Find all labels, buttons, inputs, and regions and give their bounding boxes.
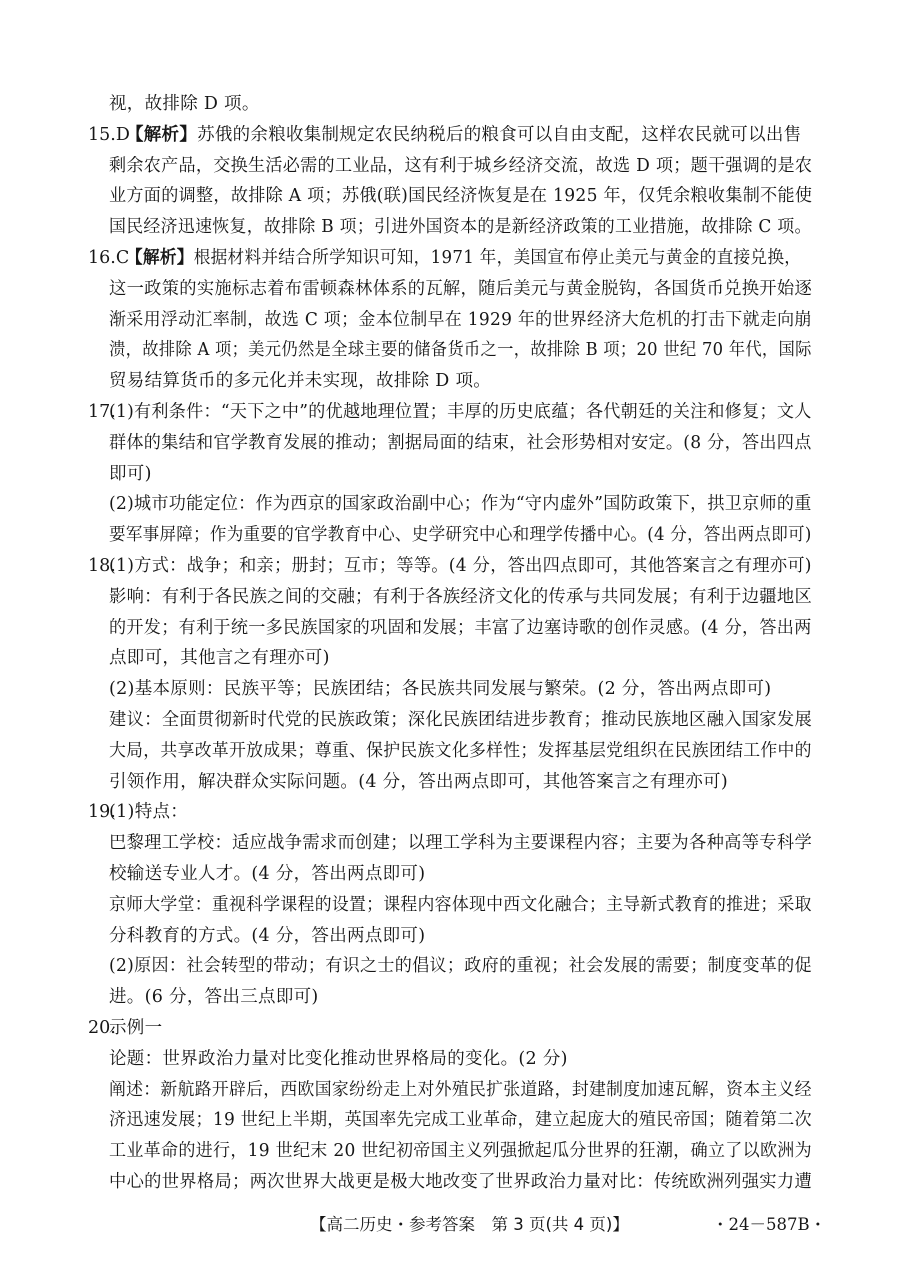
text-line: 贸易结算货币的多元化并未实现，故排除 D 项。 bbox=[109, 371, 492, 392]
text-line: 论题：世界政治力量对比变化推动世界格局的变化。(2 分) bbox=[109, 1048, 568, 1069]
question-number: 16.C bbox=[88, 248, 130, 268]
text-line: 建议：全面贯彻新时代党的民族政策；深化民族团结进步教育；推动民族地区融入国家发展 bbox=[109, 710, 813, 730]
text-line: 点即可，其他言之有理亦可) bbox=[109, 648, 330, 669]
text-line: (1)有利条件：“天下之中”的优越地理位置；丰厚的历史底蕴；各代朝廷的关注和修复；文人 bbox=[109, 402, 812, 422]
question-number: 17. bbox=[88, 402, 116, 422]
text-line: 国民经济迅速恢复，故排除 B 项；引进外国资本的是新经济政策的工业措施，故排除 C 项。 bbox=[109, 217, 812, 238]
text-line: 京师大学堂：重视科学课程的设置；课程内容体现中西文化融合；主导新式教育的推进；采取 bbox=[109, 894, 812, 915]
text-line: 进。(6 分，答出三点即可) bbox=[109, 987, 319, 1008]
text-line: (2)原因：社会转型的带动；有识之士的倡议；政府的重视；社会发展的需要；制度变革的促 bbox=[109, 956, 812, 977]
text-line: (2)基本原则：民族平等；民族团结；各民族共同发展与繁荣。(2 分，答出两点即可) bbox=[109, 679, 772, 700]
text-line: 溃，故排除 A 项；美元仍然是全球主要的储备货币之一，故排除 B 项；20 世纪 70 年代，国际 bbox=[109, 340, 812, 361]
text-line: 影响：有利于各民族之间的交融；有利于各族经济文化的传承与共同发展；有利于边疆地区 bbox=[109, 586, 813, 607]
text-line: 阐述：新航路开辟后，西欧国家纷纷走上对外殖民扩张道路，封建制度加速瓦解，资本主义经 bbox=[109, 1079, 812, 1100]
text-line: (1)特点： bbox=[109, 802, 189, 823]
text-line: 引领作用，解决群众实际问题。(4 分，答出两点即可，其他答案言之有理亦可) bbox=[109, 771, 728, 792]
text-line: 群体的集结和官学教育发展的推动；割据局面的结束，社会形势相对安定。(8 分，答出四点 bbox=[109, 432, 812, 453]
text-line: 示例一 bbox=[109, 1018, 163, 1038]
page-footer bbox=[0, 1213, 900, 1241]
footer-title: 【高二历史・参考答案 第 3 页(共 4 页)】 bbox=[310, 1215, 629, 1234]
footer-code: ・24－587B・ bbox=[712, 1215, 827, 1234]
text-line: 剩余农产品，交换生活必需的工业品，这有利于城乡经济交流，故选 D 项；题干强调的是农 bbox=[109, 155, 813, 176]
text-line: 大局，共享改革开放成果；尊重、保护民族文化多样性；发挥基层党组织在民族团结工作中的 bbox=[109, 740, 812, 761]
text-line: 这一政策的实施标志着布雷顿森林体系的瓦解，随后美元与黄金脱钩，各国货币兑换开始逐 bbox=[109, 278, 813, 299]
analysis-tag: 【解析】 bbox=[126, 124, 198, 145]
text-line: 济迅速发展；19 世纪上半期，英国率先完成工业革命，建立起庞大的殖民帝国；随着第二次 bbox=[109, 1110, 812, 1131]
text-line: 校输送专业人才。(4 分，答出两点即可) bbox=[109, 864, 426, 884]
text-line: 中心的世界格局；两次世界大战更是极大地改变了世界政治力量对比：传统欧洲列强实力遭 bbox=[109, 1172, 813, 1192]
text-line: 视，故排除 D 项。 bbox=[109, 94, 260, 114]
text-line: 渐采用浮动汇率制，故选 C 项；金本位制早在 1929 年的世界经济大危机的打击下就走向崩 bbox=[109, 309, 812, 330]
line-text: 根据材料并结合所学知识可知，1971 年，美国宣布停止美元与黄金的直接兑换， bbox=[193, 248, 802, 268]
question-number: 20. bbox=[88, 1018, 116, 1038]
text-line: (1)方式：战争；和亲；册封；互市；等等。(4 分，答出四点即可，其他答案言之有理亦可) bbox=[109, 556, 812, 576]
text-line: 要军事屏障；作为重要的官学教育中心、史学研究中心和理学传播中心。(4 分，答出两点即可) bbox=[109, 525, 812, 546]
question-number: 19. bbox=[88, 802, 116, 823]
text-line: (2)城市功能定位：作为西京的国家政治副中心；作为“守内虚外”国防政策下，拱卫京师的重 bbox=[109, 494, 812, 515]
text-line: 的开发；有利于统一多民族国家的巩固和发展；丰富了边塞诗歌的创作灵感。(4 分，答出两 bbox=[109, 617, 812, 638]
text-line bbox=[126, 123, 801, 147]
line-text: 苏俄的余粮收集制规定农民纳税后的粮食可以自由支配，这样农民就可以出售 bbox=[197, 124, 802, 145]
text-line: 工业革命的进行，19 世纪末 20 世纪初帝国主义列强掀起瓜分世界的狂潮，确立了以欧洲为 bbox=[109, 1141, 812, 1162]
text-line: 分科教育的方式。(4 分，答出两点即可) bbox=[109, 925, 426, 946]
text-line: 即可) bbox=[109, 463, 152, 484]
question-number: 18. bbox=[88, 556, 116, 576]
analysis-tag: 【解析】 bbox=[126, 248, 194, 268]
text-line: 巴黎理工学校：适应战争需求而创建；以理工学科为主要课程内容；主要为各种高等专科学 bbox=[109, 833, 813, 854]
question-number: 15.D bbox=[88, 124, 130, 145]
text-line: 业方面的调整，故排除 A 项；苏俄(联)国民经济恢复是在 1925 年，仅凭余粮收集制不能使 bbox=[109, 186, 813, 207]
text-line bbox=[126, 246, 801, 270]
